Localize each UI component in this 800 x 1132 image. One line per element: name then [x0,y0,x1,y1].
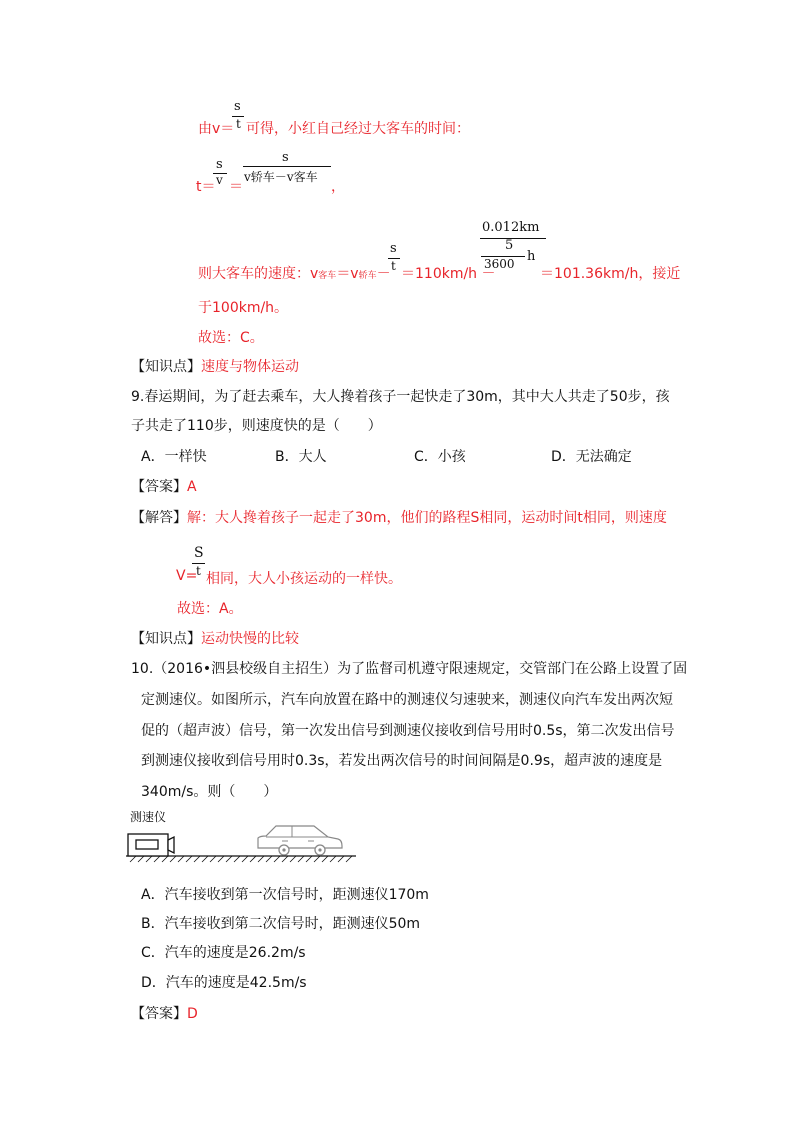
option-c: C．小孩 [414,449,466,465]
frac-denominator: v [216,173,223,187]
option-b: B．汽车接收到第二次信号时，距测速仪50m [141,916,421,932]
knowledge-point: 【知识点】运动快慢的比较 [131,631,299,647]
option-d: D．无法确定 [551,449,632,465]
question-text: 到测速仪接收到信号用时0.3s，若发出两次信号的时间间隔是0.9s，超声波的速度是 [141,753,663,769]
question-text: 10.（2016•泗县校级自主招生）为了监督司机遵守限速规定，交管部门在公路上设置了固 [131,661,688,677]
mid-denominator: 3600 [484,257,515,271]
frac-numerator: s [390,241,397,256]
sol8-line1-prefix: 由v＝ [198,121,235,137]
big-numerator: 0.012km [482,220,540,235]
figure-drawing [124,806,364,872]
question-text: 定测速仪。如图所示，汽车向放置在路中的测速仪匀速驶来，测速仪向汽车发出两次短 [141,692,673,708]
frac-numerator: s [216,157,223,172]
frac-denominator: t [236,117,241,131]
question-text: 9.春运期间，为了赶去乘车，大人搀着孩子一起快走了30m，其中大人共走了50步，孩 [131,389,670,405]
frac-denominator: t [391,259,396,273]
question-text: 促的（超声波）信号，第一次发出信号到测速仪接收到信号用时0.5s，第二次发出信号 [141,723,675,739]
choice: 故选：C。 [198,330,264,346]
option-c: C．汽车的速度是26.2m/s [141,945,306,961]
question-text: 子共走了110步，则速度快的是（ ） [131,418,382,434]
denominator-expression: v轿车－v客车 [244,170,318,184]
v-prefix: V= [176,568,198,584]
equals: ＝ [229,179,243,195]
comma: ， [331,179,345,195]
frac-numerator: S [194,545,204,561]
option-a: A．汽车接收到第一次信号时，距测速仪170m [141,887,429,903]
speed-camera-figure [124,806,364,872]
frac-denominator: t [196,564,201,578]
speed-line: 则大客车的速度：v客车＝v轿车－ [198,266,391,282]
t-label: t＝ [196,179,216,195]
unit-h: h [527,249,536,264]
analysis: 【解答】解：大人搀着孩子一起走了30m，他们的路程S相同，运动时间t相同，则速度 [131,510,667,526]
question-text: 340m/s。则（ ） [141,784,278,800]
sol8-line1-suffix: 可得，小红自己经过大客车的时间： [246,121,470,137]
option-a: A．一样快 [141,449,207,465]
speed-result: ＝101.36km/h，接近 [540,266,681,282]
speed-continued: 于100km/h。 [198,300,289,316]
v-suffix: 相同，大人小孩运动的一样快。 [206,571,402,587]
option-d: D．汽车的速度是42.5m/s [141,975,307,991]
frac-numerator: s [282,150,289,165]
frac-numerator: s [234,99,241,114]
speed-eq: ＝110km/h － [401,266,496,282]
mid-numerator: 5 [505,238,514,253]
option-b: B．大人 [275,449,327,465]
fraction-bar [243,166,331,167]
knowledge-point: 【知识点】速度与物体运动 [131,359,299,375]
choice: 故选：A。 [177,601,243,617]
answer: 【答案】A [131,479,197,495]
answer: 【答案】D [131,1006,198,1022]
figure-label: 测速仪 [130,810,167,824]
